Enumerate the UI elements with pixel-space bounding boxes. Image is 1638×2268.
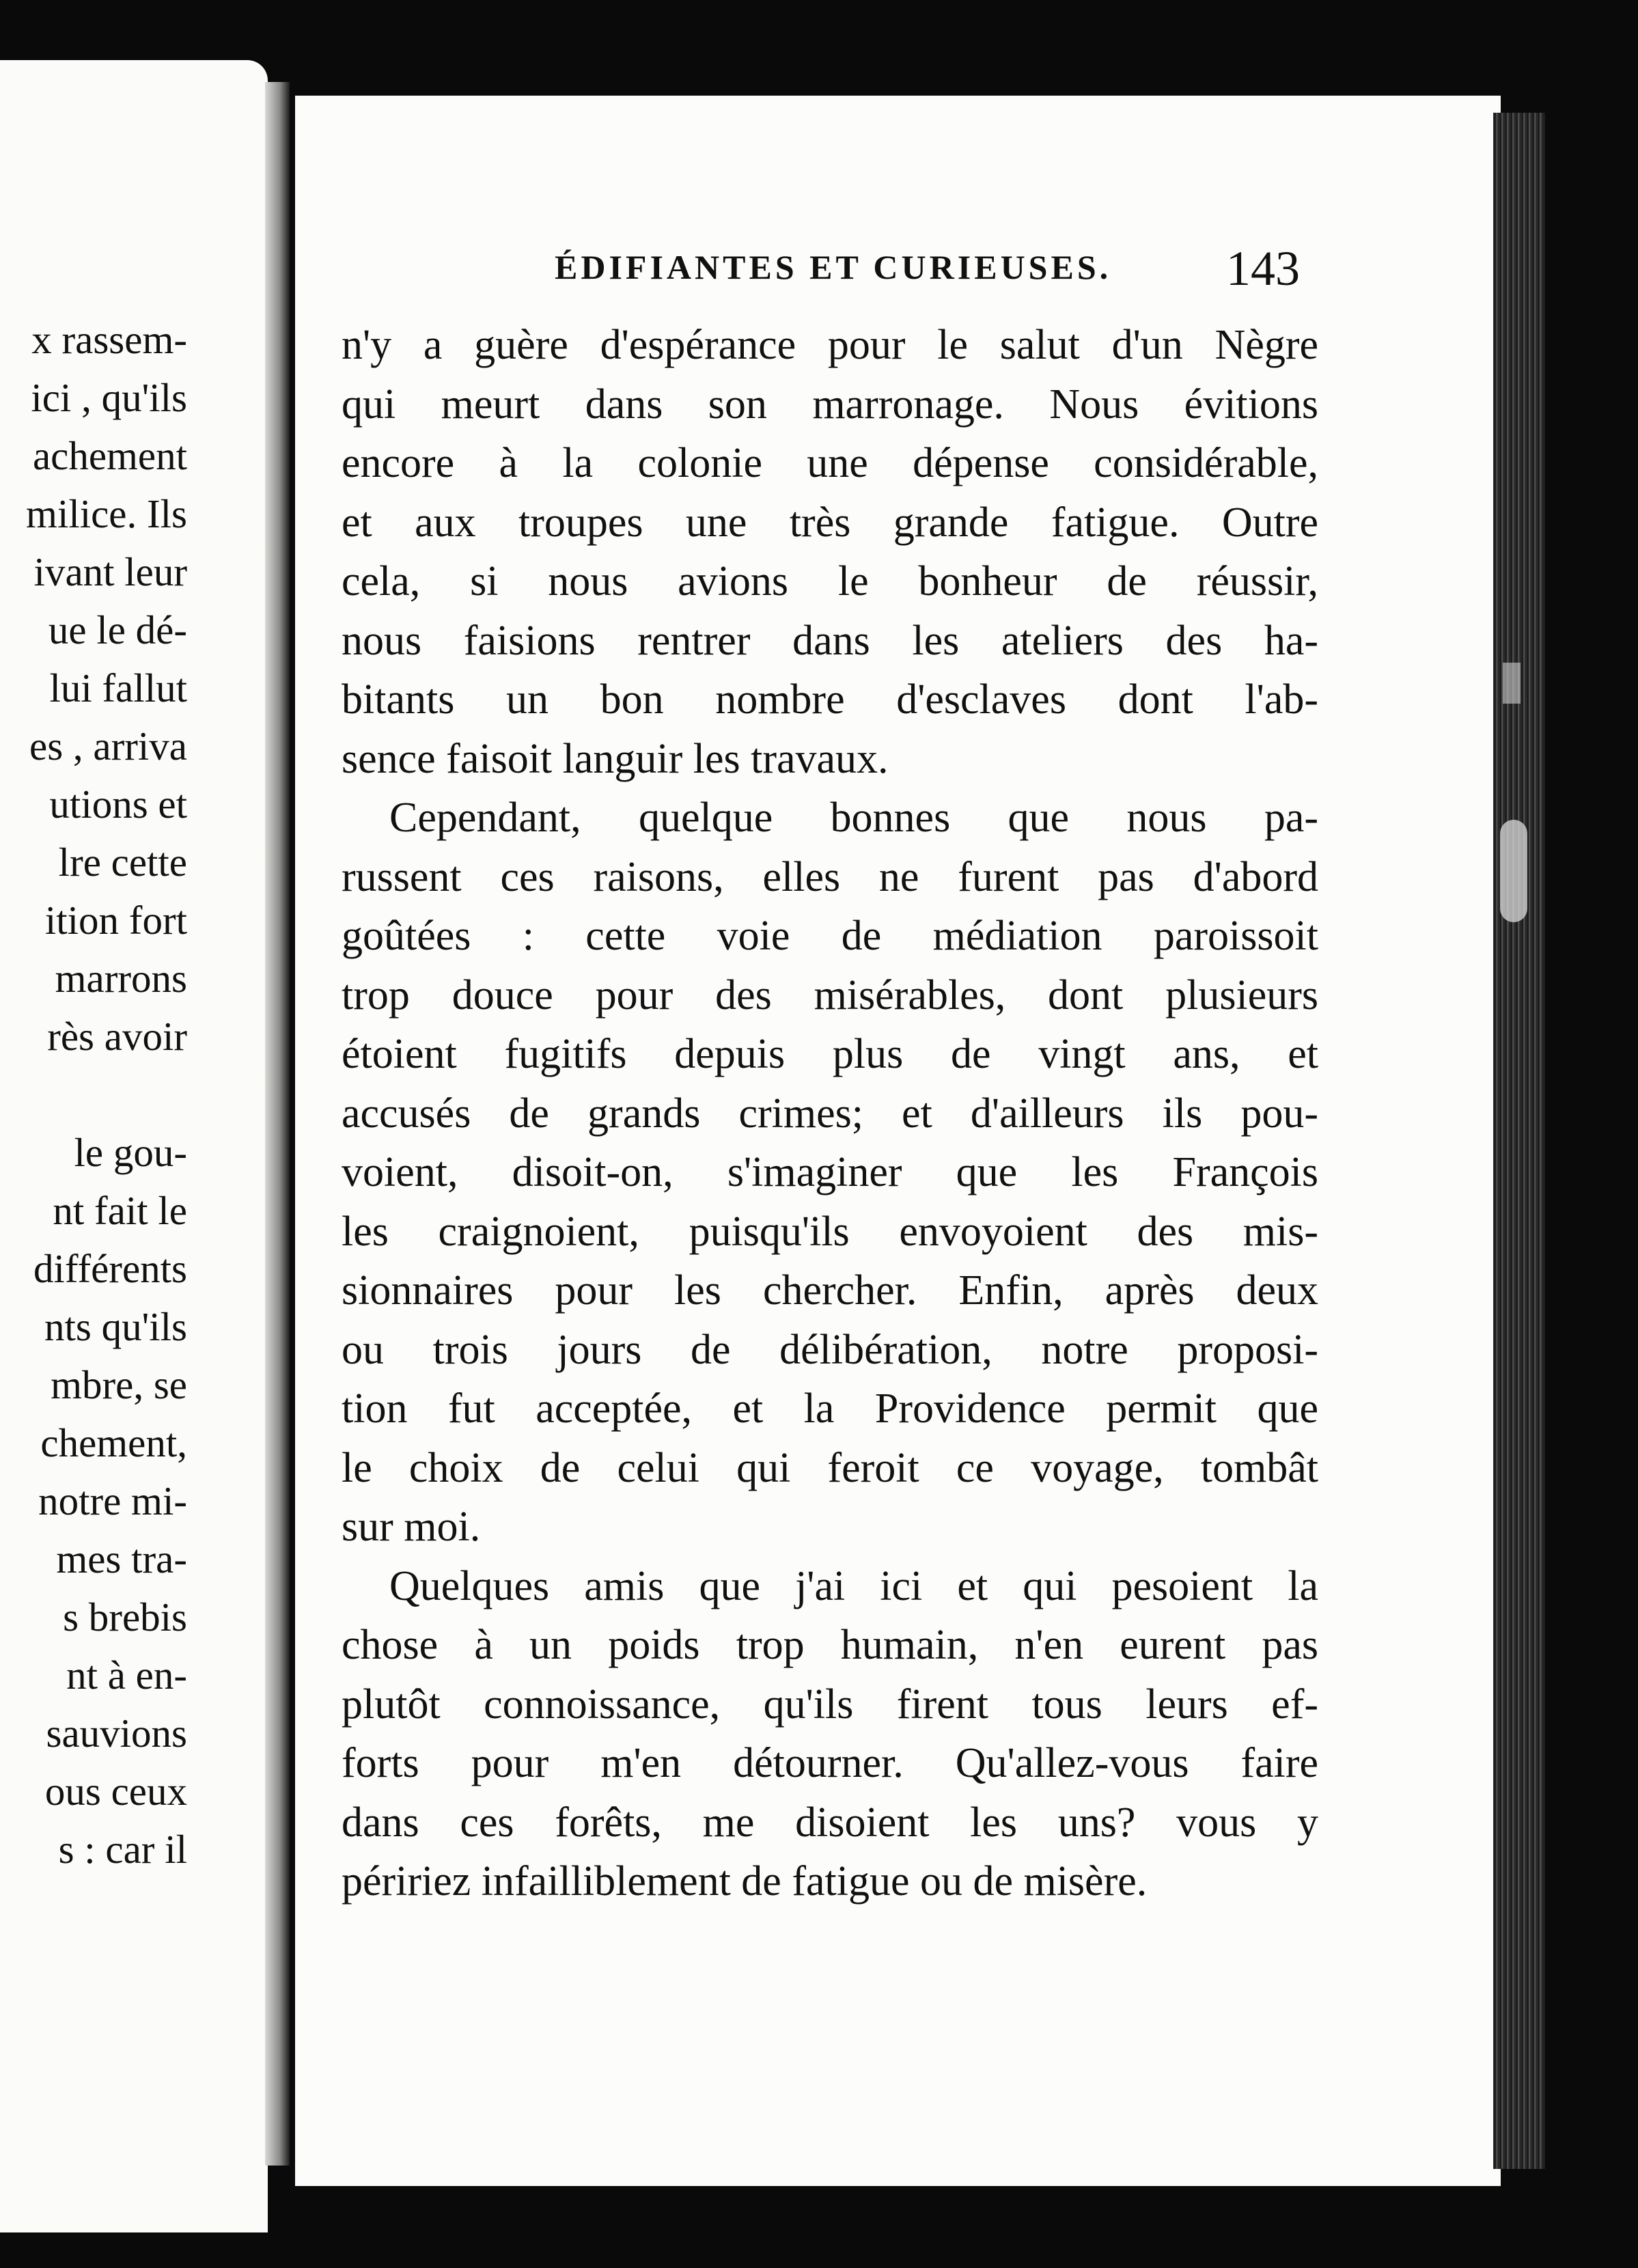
left-page-line: rès avoir (47, 1014, 187, 1059)
text-line: forts pour m'en détourner. Qu'allez-vous faire (342, 1740, 1318, 1786)
left-page-line: marrons (55, 956, 187, 1001)
book-gutter (265, 82, 290, 2166)
left-page-line: ition fort (44, 898, 187, 943)
text-line: goûtées : cette voie de médiation paroissoit (342, 913, 1318, 959)
text-line: Quelques amis que j'ai ici et qui pesoient la (389, 1562, 1318, 1609)
left-page-line: x rassem- (31, 317, 187, 362)
text-line: ou trois jours de délibération, notre proposi- (342, 1326, 1318, 1373)
text-line: chose à un poids trop humain, n'en eurent pas (342, 1622, 1318, 1668)
text-line: tion fut acceptée, et la Providence permit que (342, 1385, 1318, 1432)
left-page-line: nts qu'ils (44, 1304, 187, 1349)
text-line: dans ces forêts, me disoient les uns? vous y (342, 1799, 1318, 1846)
text-line: bitants un bon nombre d'esclaves dont l'ab- (342, 676, 1318, 723)
left-page-line: ivant leur (33, 549, 187, 594)
left-page-line: achement (32, 433, 187, 478)
left-page-line: chement, (40, 1420, 187, 1465)
text-line: accusés de grands crimes; et d'ailleurs ils pou- (342, 1090, 1318, 1137)
left-page-line: lre cette (58, 840, 187, 885)
left-page-line: lui fallut (49, 665, 187, 710)
left-page-line: milice. Ils (26, 491, 187, 536)
text-line: n'y a guère d'espérance pour le salut d'un Nègre (342, 322, 1318, 368)
left-page-line: ue le dé- (48, 607, 187, 652)
left-page-line: sauvions (46, 1711, 187, 1756)
left-page-text (0, 60, 268, 2232)
body-text (342, 316, 1318, 1911)
text-line: sur moi. (342, 1504, 481, 1550)
left-page-line: es , arriva (29, 723, 187, 769)
edge-mark (1503, 663, 1521, 704)
left-page-line: mes tra- (56, 1536, 187, 1581)
left-page-line: nt à en- (66, 1652, 187, 1698)
text-line: qui meurt dans son marronage. Nous évitions (342, 381, 1318, 428)
left-page-line: le gou- (74, 1130, 187, 1175)
left-page-line: différents (33, 1246, 187, 1291)
left-page-line: utions et (49, 782, 187, 827)
text-line: plutôt connoissance, qu'ils firent tous leurs ef- (342, 1681, 1318, 1728)
left-page-fragment (0, 60, 268, 2232)
left-page-line: mbre, se (51, 1362, 187, 1407)
text-line: le choix de celui qui feroit ce voyage, tombât (342, 1444, 1318, 1491)
text-line: voient, disoit-on, s'imaginer que les François (342, 1149, 1318, 1195)
text-line: nous faisions rentrer dans les ateliers des ha- (342, 617, 1318, 664)
left-page-line: notre mi- (38, 1478, 187, 1523)
text-line: péririez infailliblement de fatigue ou de misère. (342, 1858, 1148, 1905)
text-line: sence faisoit languir les travaux. (342, 735, 889, 782)
page-edge (1493, 113, 1545, 2169)
text-line: encore à la colonie une dépense considérable, (342, 440, 1318, 486)
text-line: cela, si nous avions le bonheur de réussir, (342, 558, 1318, 605)
text-line: et aux troupes une très grande fatigue. Outre (342, 499, 1318, 546)
left-page-line: nt fait le (53, 1188, 187, 1233)
left-page-line: s brebis (63, 1594, 187, 1640)
edge-mark (1500, 820, 1527, 922)
text-line: Cependant, quelque bonnes que nous pa- (389, 794, 1318, 841)
text-line: les craignoient, puisqu'ils envoyoient des mis- (342, 1208, 1318, 1255)
running-head: ÉDIFIANTES ET CURIEUSES. (555, 248, 1112, 286)
text-line: trop douce pour des misérables, dont plusieurs (342, 971, 1318, 1019)
left-page-line: s : car il (58, 1827, 187, 1872)
text-line: russent ces raisons, elles ne furent pas d'abord (342, 853, 1318, 900)
left-page-line: ici , qu'ils (31, 375, 187, 420)
text-line: sionnaires pour les chercher. Enfin, après deux (342, 1267, 1318, 1314)
page-number: 143 (1226, 241, 1300, 296)
text-line: étoient fugitifs depuis plus de vingt ans, et (342, 1031, 1318, 1077)
left-page-line: ous ceux (44, 1769, 187, 1814)
